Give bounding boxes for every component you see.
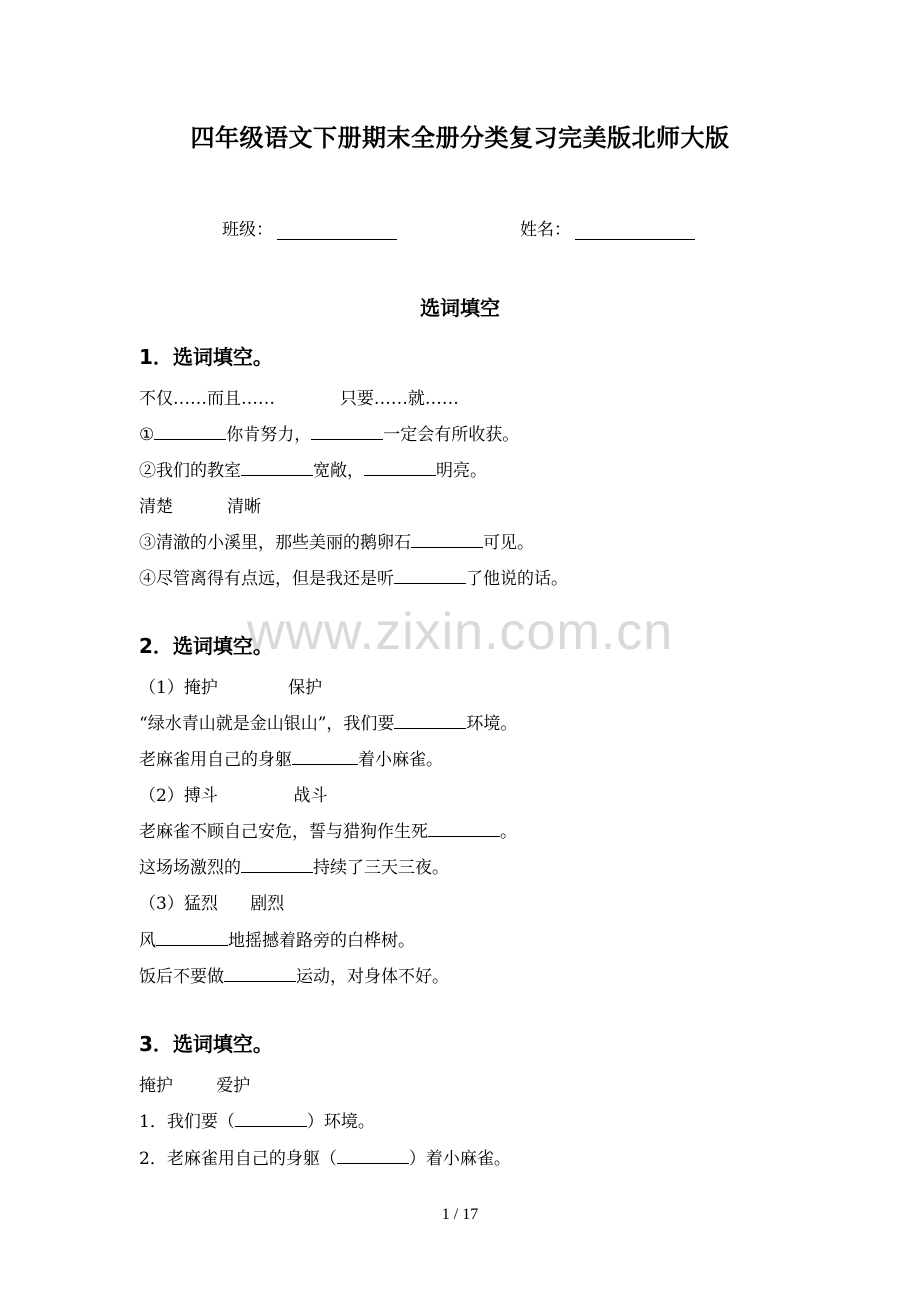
answer-blank[interactable] [411,529,483,548]
q2-part3-words: （3）猛烈 剧烈 [139,894,285,914]
document-title: 四年级语文下册期末全册分类复习完美版北师大版 [190,124,730,152]
q2-part2-sentence-1: 老麻雀不顾自己安危，誓与猎狗作生死 。 [139,817,517,842]
q2-part1-words: （1）掩护 保护 [139,678,323,698]
answer-blank[interactable] [156,927,228,946]
q1-sentence-1: ① 你肯努力， 一定会有所收获。 [139,420,519,445]
q3-sentence-2: 2．老麻雀用自己的身躯（ ）着小麻雀。 [139,1144,511,1169]
answer-blank[interactable] [235,1108,307,1127]
q1-word-options-b: 清楚 清晰 [139,497,262,517]
q2-part1-sentence-2: 老麻雀用自己的身躯 着小麻雀。 [139,745,443,770]
q3-sentence-1: 1．我们要（ ）环境。 [139,1107,375,1132]
answer-blank[interactable] [364,457,436,476]
answer-blank[interactable] [241,457,313,476]
answer-blank[interactable] [224,963,296,982]
name-label: 姓名： [520,220,571,240]
page-number: 1 / 17 [441,1206,479,1223]
q2-part1-sentence-1: “绿水青山就是金山银山”，我们要 环境。 [139,709,517,734]
answer-blank[interactable] [394,710,466,729]
question-2-heading: 2．选词填空。 [139,634,273,658]
q1-sentence-3: ③清澈的小溪里，那些美丽的鹅卵石 可见。 [139,528,534,553]
answer-blank[interactable] [292,746,358,765]
q1-word-options-a: 不仅……而且…… 只要……就…… [139,389,459,409]
class-field [222,215,397,240]
question-1-heading: 1．选词填空。 [139,345,273,369]
name-field [520,215,695,240]
q2-part2-sentence-2: 这场场激烈的 持续了三天三夜。 [139,853,449,878]
q2-part2-words: （2）搏斗 战斗 [139,786,328,806]
q2-part3-sentence-2: 饭后不要做 运动，对身体不好。 [139,962,449,987]
answer-blank[interactable] [241,854,313,873]
q1-sentence-4: ④尽管离得有点远，但是我还是听 了他说的话。 [139,564,568,589]
answer-blank[interactable] [428,818,500,837]
class-label: 班级： [222,220,273,240]
q1-sentence-2: ②我们的教室 宽敞， 明亮。 [139,456,487,481]
section-heading: 选词填空 [420,296,500,320]
answer-blank[interactable] [394,565,466,584]
answer-blank[interactable] [311,421,383,440]
q2-part3-sentence-1: 风 地摇撼着路旁的白桦树。 [139,926,415,951]
answer-blank[interactable] [154,421,226,440]
question-3-heading: 3．选词填空。 [139,1032,273,1056]
watermark: www.zixin.com.cn [246,603,674,661]
class-blank[interactable] [277,219,397,240]
name-blank[interactable] [575,219,695,240]
answer-blank[interactable] [337,1145,409,1164]
q3-word-options: 掩护 爱护 [139,1076,251,1096]
